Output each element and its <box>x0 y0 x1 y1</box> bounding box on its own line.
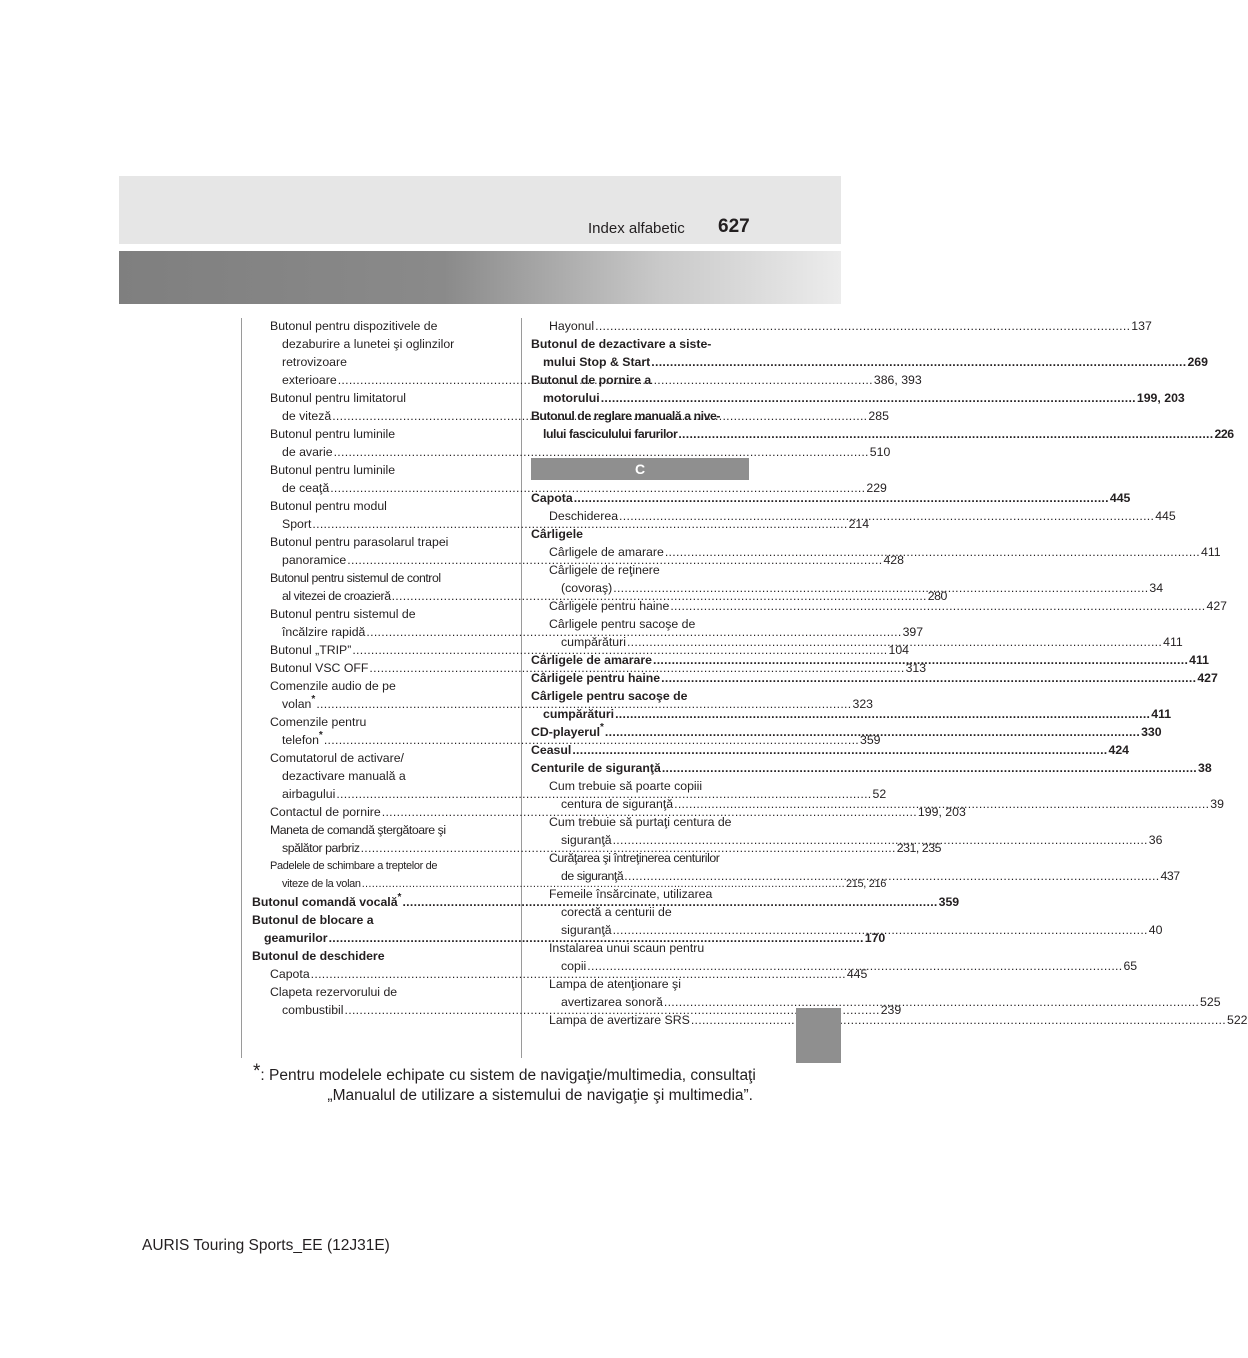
index-entry-text: cumpărături <box>561 635 626 649</box>
index-entry-page: 424 <box>1108 743 1130 757</box>
index-entry-text: al vitezei de croazieră <box>282 589 391 603</box>
index-entry-text: de siguranţă <box>561 869 624 883</box>
index-entry-text: Clapeta rezervorului de <box>270 985 398 999</box>
index-entry-page: 359 <box>938 895 960 909</box>
index-entry <box>252 947 471 965</box>
index-entry-text: Butonul de pornire a <box>531 373 652 387</box>
index-entry-text: Centurile de siguranţă <box>531 761 661 775</box>
index-entry-page: 313 <box>905 661 927 675</box>
index-entry-page: 39 <box>1210 797 1224 811</box>
index-entry-text: lului fasciculului farurilor <box>543 427 678 441</box>
index-entry-text: Comenzile audio de pe <box>270 679 396 693</box>
footnote-reference-marker: * <box>600 722 604 733</box>
index-entry-text: Butonul pentru modul <box>270 499 387 513</box>
index-entry-page: 323 <box>852 697 874 711</box>
index-entry <box>531 759 1212 777</box>
index-entry-page: 239 <box>880 1003 902 1017</box>
index-entry <box>531 317 1152 335</box>
index-entry <box>531 525 749 543</box>
index-entry-text: Butonul „TRIP” <box>270 643 352 657</box>
index-entry-text: Butonul VSC OFF <box>270 661 369 675</box>
index-entry-text: airbagului <box>282 787 336 801</box>
index-entry-page: 65 <box>1123 959 1138 973</box>
index-entry-page: 411 <box>1151 707 1172 721</box>
index-entry-page: 445 <box>1155 509 1176 523</box>
dot-leader <box>691 1013 1226 1027</box>
index-entry-text: de viteză <box>282 409 332 423</box>
index-entry-text: Comutatorul de activare/ <box>270 751 404 765</box>
dot-leader <box>662 761 1197 775</box>
index-entry-text: spălător parbriz <box>282 841 360 855</box>
dot-leader <box>653 653 1188 667</box>
index-entry-text: dezaburire a lunetei şi oglinzilor <box>282 337 455 351</box>
footer-document-id: AURIS Touring Sports_EE (12J31E) <box>142 1237 390 1254</box>
index-entry-text: încălzire rapidă <box>282 625 366 639</box>
index-entry-page: 280 <box>927 589 947 603</box>
index-entry-text: volan <box>282 697 312 711</box>
dot-leader <box>619 509 1154 523</box>
index-entry-text: Cârligele de amarare <box>549 545 664 559</box>
index-entry-text: dezactivare manuală a <box>282 769 406 783</box>
index-entry-text: Capota <box>531 491 573 505</box>
dot-leader <box>674 797 1209 811</box>
index-entry-page: 437 <box>1160 869 1180 883</box>
index-entry-page: 38 <box>1198 761 1212 775</box>
footnote-reference-marker: * <box>318 730 323 741</box>
index-entry <box>531 335 1208 371</box>
index-entry-text: Ceasul <box>531 743 572 757</box>
index-entry-page: 397 <box>902 625 924 639</box>
index-entry-text: panoramice <box>282 553 347 567</box>
dot-leader <box>587 959 1122 973</box>
index-entry-page: 411 <box>1189 653 1210 667</box>
footnote <box>253 1061 756 1106</box>
dot-leader <box>613 833 1148 847</box>
footnote-reference-marker: * <box>311 694 316 705</box>
index-entry-page: 226 <box>1214 427 1234 441</box>
index-entry-text: Capota <box>270 967 310 981</box>
index-entry-text: de ceaţă <box>282 481 330 495</box>
index-entry-page: 522 <box>1226 1013 1248 1027</box>
index-entry-text: geamurilor <box>264 931 328 945</box>
index-entry-text: de avarie <box>282 445 333 459</box>
column-divider-left <box>241 318 242 1058</box>
dot-leader <box>605 725 1140 739</box>
index-entry-page: 34 <box>1149 581 1164 595</box>
index-entry-text: Hayonul <box>549 319 595 333</box>
index-entry-text: Comenzile pentru <box>270 715 367 729</box>
index-entry-text: Curăţarea şi întreţinerea centurilor <box>549 851 720 865</box>
index-entry-text: (covoraş) <box>561 581 613 595</box>
dot-leader <box>601 391 1136 405</box>
dot-leader <box>665 545 1200 559</box>
index-entry-text: Butonul de dezactivare a siste- <box>531 337 712 351</box>
index-entry-text: corectă a centurii de <box>561 905 672 919</box>
index-entry-page: 330 <box>1141 725 1162 739</box>
index-entry-text: Butonul pentru limitatorul <box>270 391 407 405</box>
index-entry-page: 36 <box>1148 833 1163 847</box>
index-entry-page: 199, 203 <box>917 805 966 819</box>
index-entry-text: Butonul pentru dispozitivele de <box>270 319 438 333</box>
header-title: Index alfabetic <box>588 220 685 237</box>
index-entry-page: 525 <box>1200 995 1221 1009</box>
index-entry-page: 359 <box>860 733 881 747</box>
index-entry-text: cumpărături <box>543 707 615 721</box>
index-entry-page: 104 <box>888 643 910 657</box>
index-entry-text: viteze de la volan <box>282 878 361 890</box>
index-entry-page: 427 <box>1197 671 1218 685</box>
index-entry-text: Cârligele pentru sacoşe de <box>549 617 696 631</box>
index-entry-text: Contactul de pornire <box>270 805 381 819</box>
index-entry-text: Cârligele pentru haine <box>531 671 661 685</box>
index-entry-text: Lampa de atenţionare şi <box>549 977 681 991</box>
index-entry-text: centura de siguranţă <box>561 797 674 811</box>
index-entry-text: retrovizoare <box>282 355 347 369</box>
index-entry-text: Butonul comandă vocală <box>252 895 398 909</box>
index-entry-text: Lampa de avertizare SRS <box>549 1013 690 1027</box>
index-entry-text: Butonul pentru sistemul de <box>270 607 416 621</box>
index-entry-page: 214 <box>848 517 870 531</box>
index-entry-text: Butonul pentru sistemul de control <box>270 571 441 585</box>
index-entry-text: Butonul pentru luminile <box>270 463 396 477</box>
index-entry-text: Butonul pentru parasolarul trapei <box>270 535 449 549</box>
footnote-reference-marker: * <box>397 892 402 903</box>
index-entry-page: 386, 393 <box>873 373 922 387</box>
index-entry-page: 411 <box>1163 635 1183 649</box>
page-number: 627 <box>718 216 750 237</box>
index-entry <box>531 597 1228 615</box>
index-entry-text: Deschiderea <box>549 509 619 523</box>
index-entry-page: 445 <box>846 967 868 981</box>
index-entry-text: Cum trebuie să purtaţi centura de <box>549 815 732 829</box>
index-entry-page: 269 <box>1187 355 1208 369</box>
index-entry-text: Femeile însărcinate, utilizarea <box>549 887 713 901</box>
index-entry-page: 229 <box>866 481 887 495</box>
index-entry-page: 52 <box>872 787 887 801</box>
index-entry-text: telefon <box>282 733 319 747</box>
index-entry-page: 411 <box>1201 545 1221 559</box>
index-entry-text: motorului <box>543 391 600 405</box>
section-letter: C <box>634 461 646 477</box>
dot-leader <box>661 671 1196 685</box>
dot-leader <box>624 869 1159 883</box>
index-entry <box>252 461 887 497</box>
index-entry-text: combustibil <box>282 1003 344 1017</box>
footnote-marker: * <box>253 1061 261 1082</box>
index-entry-text: Maneta de comandă ştergătoare şi <box>270 823 446 837</box>
index-entry-text: Cum trebuie să poarte copiii <box>549 779 703 793</box>
index-entry-page: 40 <box>1148 923 1163 937</box>
index-entry-page: 510 <box>869 445 891 459</box>
index-entry-text: Padelele de schimbare a treptelor de <box>270 860 438 872</box>
index-entry-text: Cârligele de reţinere <box>549 563 660 577</box>
index-entry-text: CD-playerul <box>531 725 601 739</box>
index-entry-text: mului Stop & Start <box>543 355 651 369</box>
index-entry-page: 170 <box>864 931 886 945</box>
index-entry-text: Cârligele <box>531 527 583 541</box>
dot-leader <box>613 581 1148 595</box>
index-entry-text: Instalarea unui scaun pentru <box>549 941 705 955</box>
index-entry-page: 428 <box>883 553 904 567</box>
index-entry-page: 215, 216 <box>846 878 887 890</box>
index-entry-text: Butonul pentru luminile <box>270 427 396 441</box>
index-entry-text: siguranţă <box>561 833 612 847</box>
index-entry-text: Cârligele pentru sacoşe de <box>531 689 688 703</box>
section-letter-bar <box>531 458 749 480</box>
column-divider-middle <box>521 318 522 1058</box>
dot-leader <box>651 355 1186 369</box>
index-entry <box>531 741 1130 759</box>
index-entry-text: Butonul de blocare a <box>252 913 374 927</box>
index-entry-page: 285 <box>868 409 889 423</box>
dot-leader <box>615 707 1150 721</box>
index-entry-page: 427 <box>1206 599 1228 613</box>
footnote-line-2: „Manualul de utilizare a sistemului de navigaţie şi multimedia”. <box>327 1087 753 1104</box>
index-entry-page: 199, 203 <box>1136 391 1185 405</box>
index-side-tab <box>796 1008 841 1063</box>
dot-leader <box>627 635 1162 649</box>
index-entry <box>531 489 1131 507</box>
header-gradient-band <box>119 251 841 304</box>
index-entry-text: siguranţă <box>561 923 612 937</box>
index-entry-page: 445 <box>1109 491 1131 505</box>
index-entry-text: exterioare <box>282 373 337 387</box>
dot-leader <box>613 923 1148 937</box>
footnote-line-1: : Pentru modelele echipate cu sistem de navigaţie/multimedia, consultaţi <box>260 1067 756 1084</box>
dot-leader <box>574 491 1109 505</box>
dot-leader <box>670 599 1205 613</box>
index-entry-text: Sport <box>282 517 312 531</box>
index-entry-text: Cârligele de amarare <box>531 653 652 667</box>
index-entry-page: 231, 235 <box>896 841 942 855</box>
index-entry-text: avertizarea sonoră <box>561 995 663 1009</box>
index-entry-page: 137 <box>1131 319 1152 333</box>
dot-leader <box>572 743 1107 757</box>
index-entry <box>531 1011 1248 1029</box>
index-entry-text: copii <box>561 959 587 973</box>
dot-leader <box>678 427 1213 441</box>
index-entry <box>531 669 1218 687</box>
dot-leader <box>664 995 1199 1009</box>
index-entry-text: Butonul de deschidere <box>252 949 385 963</box>
index-entry-text: Cârligele pentru haine <box>549 599 670 613</box>
dot-leader <box>595 319 1130 333</box>
index-entry-text: Butonul de reglare manuală a nive- <box>531 409 721 423</box>
